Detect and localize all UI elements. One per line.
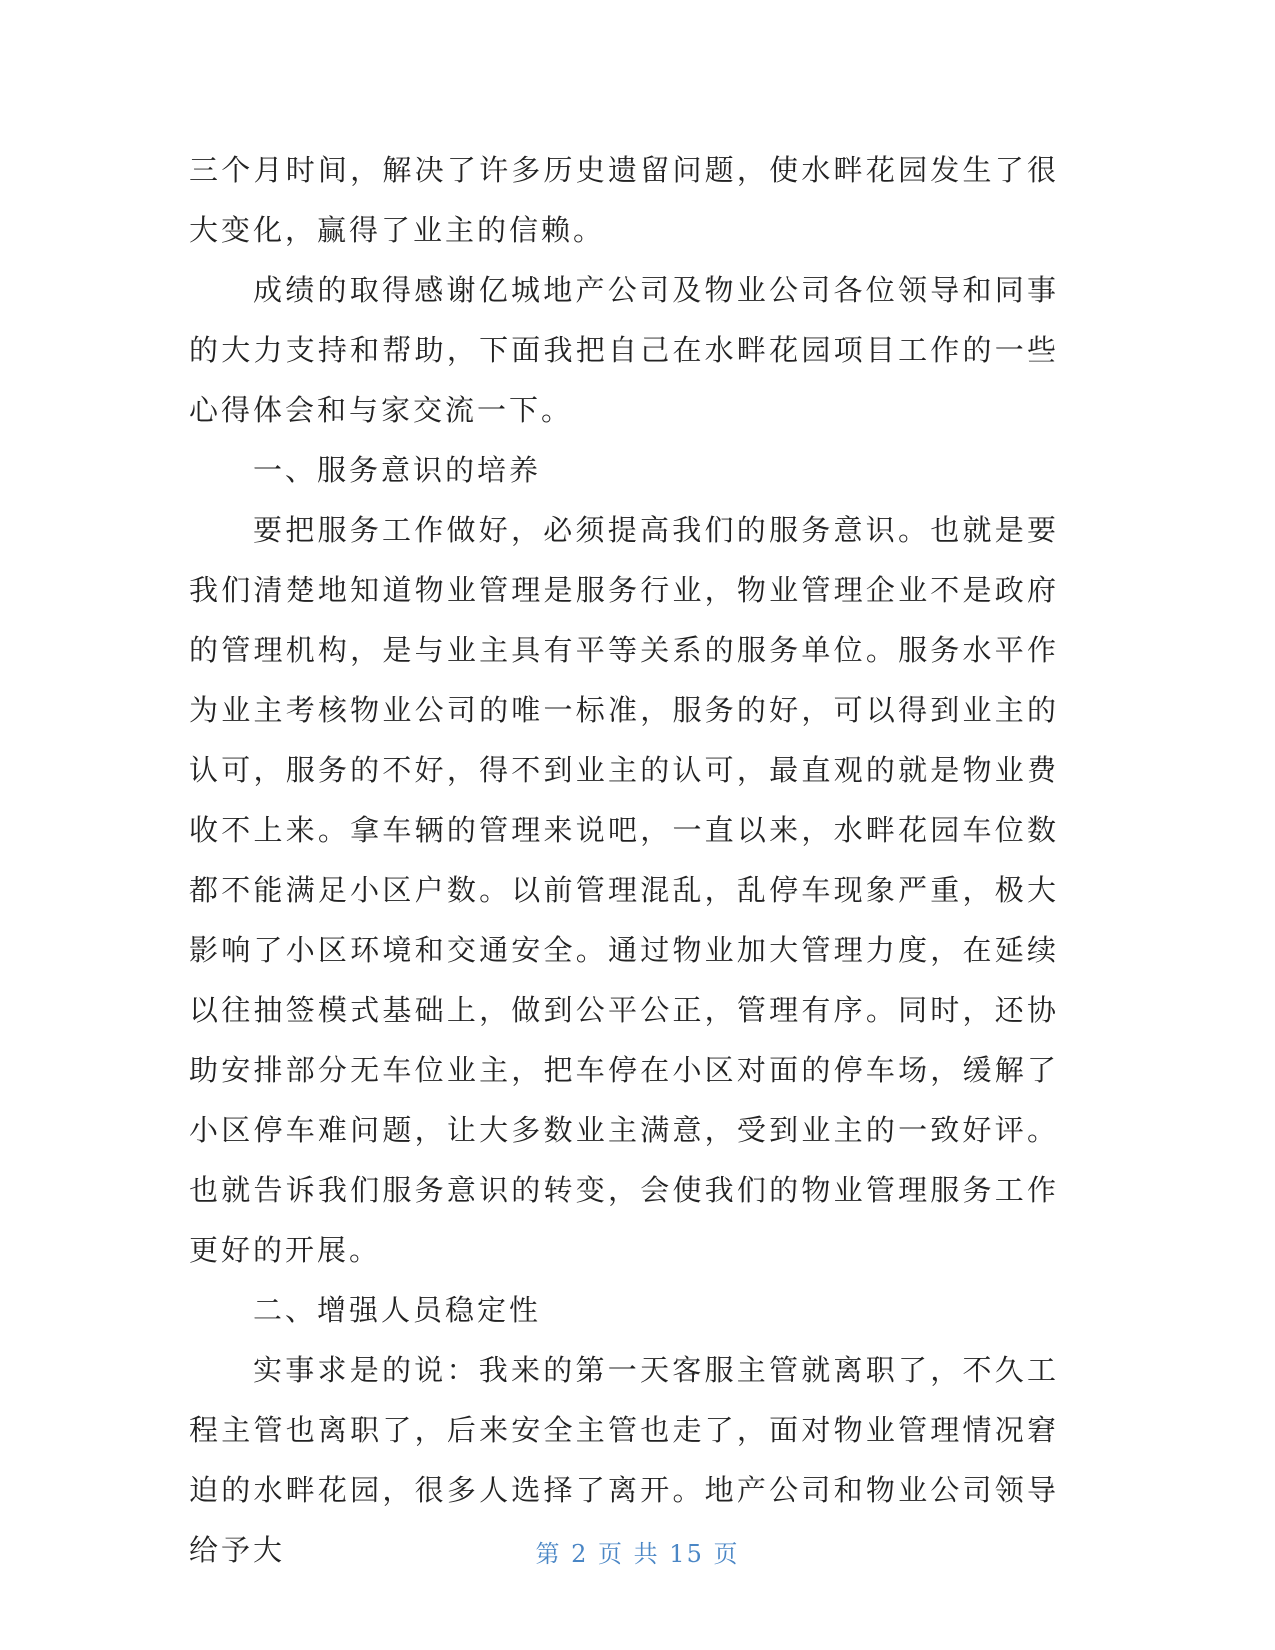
document-body xyxy=(189,140,1059,1580)
paragraph-1: 三个月时间，解决了许多历史遗留问题，使水畔花园发生了很大变化，赢得了业主的信赖。 xyxy=(189,153,1059,247)
page-number-footer: 第 2 页 共 15 页 xyxy=(535,1540,740,1568)
paragraph-4: 实事求是的说：我来的第一天客服主管就离职了，不久工程主管也离职了，后来安全主管也走了，面对物业管理情况窘迫的水畔花园，很多人选择了离开。地产公司和物业公司领导给予大 xyxy=(189,1353,1059,1567)
section-heading-1: 一、服务意识的培养 xyxy=(253,453,542,487)
paragraph-3: 要把服务工作做好，必须提高我们的服务意识。也就是要我们清楚地知道物业管理是服务行业，物业管理企业不是政府的管理机构，是与业主具有平等关系的服务单位。服务水平作为业主考核物业公司的唯一标准，服务的好，可以得到业主的认可，服务的不好，得不到业主的认可，最直观的就是物业费收不上来。拿车辆的管理来说吧，一直以来，水畔花园车位数都不能满足小区户数。以前管理混乱，乱停车现象严重，极大影响了小区环境和交通安全。通过物业加大管理力度，在延续以往抽签模式基础上，做到公平公正，管理有序。同时，还协助安排部分无车位业主，把车停在小区对面的停车场，缓解了小区停车难问题，让大多数业主满意，受到业主的一致好评。也就告诉我们服务意识的转变，会使我们的物业管理服务工作更好的开展。 xyxy=(189,513,1059,1267)
section-heading-2: 二、增强人员稳定性 xyxy=(253,1293,542,1327)
paragraph-2: 成绩的取得感谢亿城地产公司及物业公司各位领导和同事的大力支持和帮助，下面我把自己在水畔花园项目工作的一些心得体会和与家交流一下。 xyxy=(189,273,1059,427)
